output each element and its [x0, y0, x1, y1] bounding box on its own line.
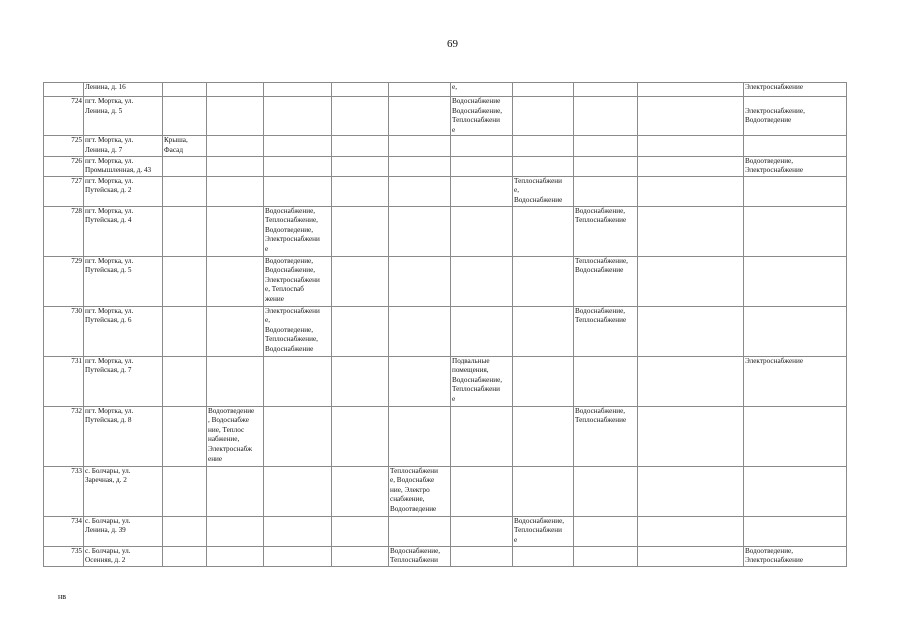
- works-cell: [513, 206, 574, 256]
- works-cell: [451, 466, 513, 516]
- row-number-cell: 724: [44, 97, 84, 136]
- table-row: [44, 516, 847, 546]
- row-number-cell: 734: [44, 516, 84, 546]
- works-cell: [207, 516, 264, 546]
- table-row: [44, 356, 847, 406]
- table-row: [44, 156, 847, 176]
- address-cell: с. Болчары, ул. Ленина, д. 39: [84, 516, 163, 546]
- works-cell: [264, 516, 332, 546]
- works-cell: [163, 356, 207, 406]
- works-cell: [332, 97, 389, 136]
- works-cell: [163, 406, 207, 466]
- works-cell: [163, 516, 207, 546]
- works-cell: [513, 466, 574, 516]
- works-cell: Водоснабжение, Теплоснабжение: [574, 206, 638, 256]
- works-cell: Электроснабжение: [744, 356, 847, 406]
- works-cell: [574, 546, 638, 566]
- works-cell: Электроснабжени е, Водоотведение, Теплоснабжение, Водоснабжение: [264, 306, 332, 356]
- table-row: [44, 97, 847, 136]
- works-cell: [207, 136, 264, 156]
- works-cell: Теплоснабжени е, Водоснабже ние, Электро снабжение, Водоотведение: [389, 466, 451, 516]
- works-cell: [513, 256, 574, 306]
- table-row: [44, 546, 847, 566]
- works-cell: [207, 256, 264, 306]
- works-cell: [638, 97, 744, 136]
- works-cell: [389, 176, 451, 206]
- works-cell: [332, 136, 389, 156]
- works-cell: [638, 516, 744, 546]
- address-cell: пгт. Мортка, ул. Путейская, д. 2: [84, 176, 163, 206]
- works-cell: Электроснабжение, Водоотведение: [744, 97, 847, 136]
- works-cell: [389, 306, 451, 356]
- table-row: [44, 136, 847, 156]
- works-cell: [163, 306, 207, 356]
- works-cell: [264, 356, 332, 406]
- works-cell: [389, 356, 451, 406]
- works-cell: Теплоснабжени е, Водоснабжение: [513, 176, 574, 206]
- works-cell: [163, 206, 207, 256]
- works-cell: [207, 176, 264, 206]
- works-cell: Водоотведение , Водоснабже ние, Теплос набжение, Электроснабж ение: [207, 406, 264, 466]
- works-cell: [207, 466, 264, 516]
- works-cell: Электроснабжение: [744, 83, 847, 97]
- works-cell: [264, 136, 332, 156]
- works-cell: е,: [451, 83, 513, 97]
- works-cell: [332, 206, 389, 256]
- row-number-cell: 729: [44, 256, 84, 306]
- works-cell: [207, 356, 264, 406]
- works-cell: [638, 83, 744, 97]
- works-cell: [451, 136, 513, 156]
- works-cell: [638, 306, 744, 356]
- works-cell: [638, 356, 744, 406]
- works-cell: Водоснабжение, Теплоснабжение: [574, 406, 638, 466]
- works-cell: [574, 516, 638, 546]
- works-cell: [264, 406, 332, 466]
- address-cell: пгт. Мортка, ул. Путейская, д. 7: [84, 356, 163, 406]
- works-cell: [264, 83, 332, 97]
- works-cell: [574, 356, 638, 406]
- works-cell: [574, 466, 638, 516]
- address-cell: пгт. Мортка, ул. Промышленная, д. 43: [84, 156, 163, 176]
- works-cell: [574, 156, 638, 176]
- footer-code: нв: [58, 592, 67, 601]
- works-cell: [332, 176, 389, 206]
- repair-schedule-table: [43, 82, 847, 567]
- works-cell: [513, 356, 574, 406]
- address-cell: с. Болчары, ул. Заречная, д. 2: [84, 466, 163, 516]
- works-cell: [264, 97, 332, 136]
- works-cell: [451, 306, 513, 356]
- address-cell: пгт. Мортка, ул. Путейская, д. 6: [84, 306, 163, 356]
- works-cell: [513, 406, 574, 466]
- works-cell: [513, 97, 574, 136]
- works-cell: Крыша, Фасад: [163, 136, 207, 156]
- works-cell: Водоснабжение, Теплоснабжени е: [513, 516, 574, 546]
- works-cell: [163, 546, 207, 566]
- works-cell: [163, 83, 207, 97]
- page-number: 69: [447, 38, 458, 50]
- works-cell: Водоснабжение Водоснабжение, Теплоснабжени е: [451, 97, 513, 136]
- table-row: [44, 83, 847, 97]
- works-cell: [332, 256, 389, 306]
- works-cell: [207, 83, 264, 97]
- works-cell: [451, 256, 513, 306]
- works-cell: [264, 156, 332, 176]
- works-cell: [451, 546, 513, 566]
- works-cell: Водоснабжение, Теплоснабжение: [574, 306, 638, 356]
- works-cell: [744, 176, 847, 206]
- row-number-cell: 726: [44, 156, 84, 176]
- works-cell: [332, 466, 389, 516]
- row-number-cell: 725: [44, 136, 84, 156]
- works-cell: [638, 136, 744, 156]
- works-cell: [163, 176, 207, 206]
- works-cell: [638, 466, 744, 516]
- works-cell: Подвальные помещения, Водоснабжение, Теплоснабжени е: [451, 356, 513, 406]
- works-cell: [389, 516, 451, 546]
- row-number-cell: 731: [44, 356, 84, 406]
- works-cell: [207, 206, 264, 256]
- address-cell: Ленина, д. 16: [84, 83, 163, 97]
- works-cell: [332, 406, 389, 466]
- table-row: [44, 466, 847, 516]
- works-cell: [638, 176, 744, 206]
- works-cell: [451, 516, 513, 546]
- table-row: [44, 406, 847, 466]
- works-cell: [389, 83, 451, 97]
- works-cell: [638, 206, 744, 256]
- works-cell: [744, 136, 847, 156]
- row-number-cell: 728: [44, 206, 84, 256]
- row-number-cell: 732: [44, 406, 84, 466]
- works-cell: [744, 306, 847, 356]
- works-cell: [638, 406, 744, 466]
- works-cell: [744, 406, 847, 466]
- works-cell: [574, 97, 638, 136]
- works-cell: [264, 546, 332, 566]
- works-cell: [389, 136, 451, 156]
- works-cell: [389, 156, 451, 176]
- works-cell: [264, 176, 332, 206]
- table-row: [44, 176, 847, 206]
- works-cell: [744, 516, 847, 546]
- table-body: [44, 83, 847, 567]
- works-cell: [638, 156, 744, 176]
- works-cell: [513, 136, 574, 156]
- works-cell: Водоснабжение, Теплоснабжени: [389, 546, 451, 566]
- address-cell: пгт. Мортка, ул. Ленина, д. 7: [84, 136, 163, 156]
- works-cell: [163, 466, 207, 516]
- works-cell: [332, 156, 389, 176]
- works-cell: [451, 176, 513, 206]
- works-cell: [264, 466, 332, 516]
- row-number-cell: 735: [44, 546, 84, 566]
- works-cell: [332, 516, 389, 546]
- works-cell: Водоснабжение, Теплоснабжение, Водоотведение, Электроснабжени е: [264, 206, 332, 256]
- row-number-cell: 730: [44, 306, 84, 356]
- works-cell: [207, 306, 264, 356]
- works-cell: [332, 306, 389, 356]
- address-cell: пгт. Мортка, ул. Путейская, д. 4: [84, 206, 163, 256]
- address-cell: с. Болчары, ул. Осенняя, д. 2: [84, 546, 163, 566]
- works-cell: [638, 546, 744, 566]
- works-cell: Теплоснабжение, Водоснабжение: [574, 256, 638, 306]
- address-cell: пгт. Мортка, ул. Путейская, д. 5: [84, 256, 163, 306]
- works-cell: Водоотведение, Электроснабжение: [744, 156, 847, 176]
- row-number-cell: [44, 83, 84, 97]
- works-cell: [513, 83, 574, 97]
- works-cell: Водоотведение, Электроснабжение: [744, 546, 847, 566]
- works-cell: [513, 306, 574, 356]
- works-cell: [744, 206, 847, 256]
- works-cell: [332, 546, 389, 566]
- table-row: [44, 256, 847, 306]
- works-cell: [163, 256, 207, 306]
- works-cell: [513, 546, 574, 566]
- works-cell: [332, 356, 389, 406]
- works-cell: [207, 546, 264, 566]
- address-cell: пгт. Мортка, ул. Путейская, д. 8: [84, 406, 163, 466]
- works-cell: [513, 156, 574, 176]
- works-cell: [389, 206, 451, 256]
- works-cell: Водоотведение, Водоснабжение, Электроснабжени е, Теплосnаб жение: [264, 256, 332, 306]
- works-cell: [207, 156, 264, 176]
- table-row: [44, 206, 847, 256]
- works-cell: [574, 83, 638, 97]
- works-cell: [744, 466, 847, 516]
- works-cell: [332, 83, 389, 97]
- works-cell: [451, 406, 513, 466]
- works-cell: [389, 97, 451, 136]
- works-cell: [389, 406, 451, 466]
- works-cell: [163, 156, 207, 176]
- address-cell: пгт. Мортка, ул. Ленина, д. 5: [84, 97, 163, 136]
- works-cell: [451, 206, 513, 256]
- works-cell: [638, 256, 744, 306]
- works-cell: [574, 136, 638, 156]
- row-number-cell: 727: [44, 176, 84, 206]
- works-cell: [574, 176, 638, 206]
- row-number-cell: 733: [44, 466, 84, 516]
- works-cell: [389, 256, 451, 306]
- works-cell: [207, 97, 264, 136]
- table-row: [44, 306, 847, 356]
- works-cell: [163, 97, 207, 136]
- works-cell: [451, 156, 513, 176]
- works-cell: [744, 256, 847, 306]
